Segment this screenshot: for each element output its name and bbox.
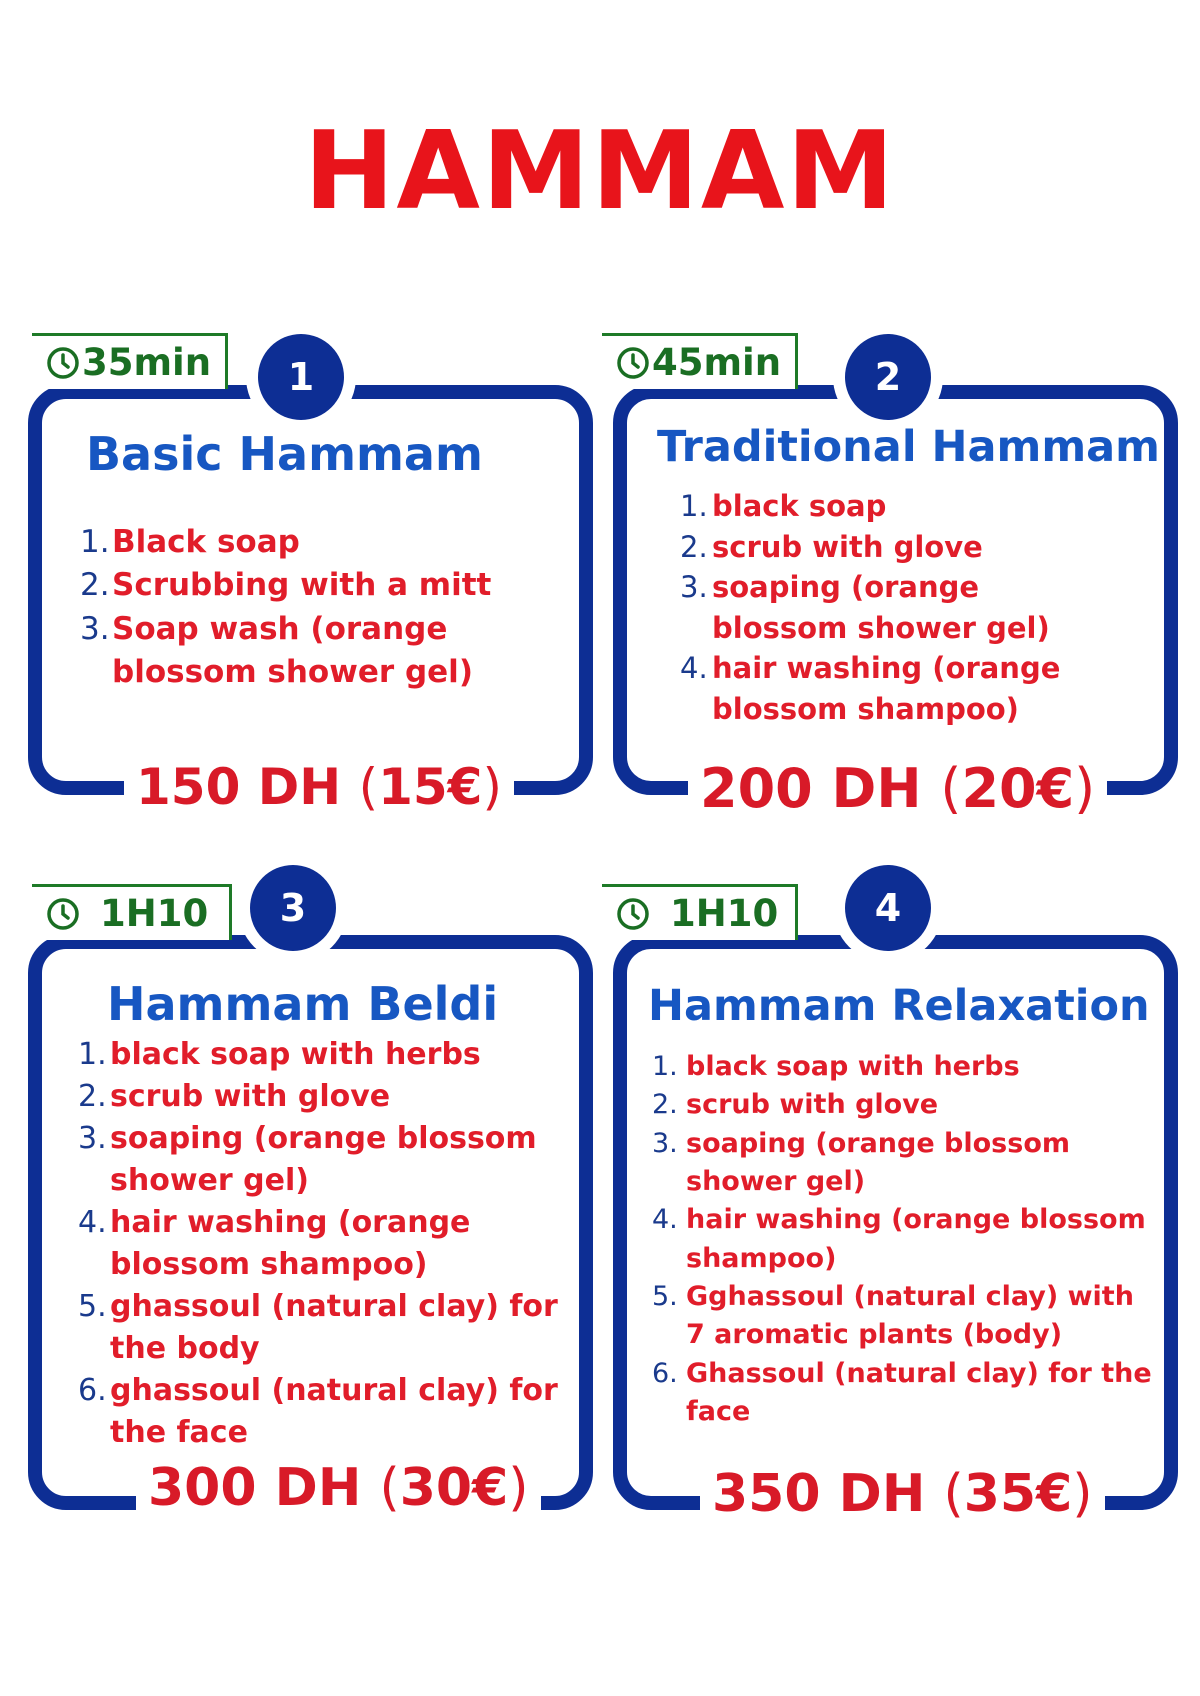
list-item: 1. black soap	[680, 489, 887, 523]
service-list	[652, 1048, 1157, 1431]
clock-icon	[46, 897, 80, 931]
list-item: 5. Gghassoul (natural clay) with 7 aromatic plants (body)	[652, 1280, 1134, 1351]
duration-text: 1H10	[100, 892, 209, 935]
clock-icon	[616, 897, 650, 931]
list-item: 2. Scrubbing with a mitt	[80, 567, 492, 604]
duration-text: 45min	[652, 341, 782, 384]
number-badge: 2	[845, 334, 931, 420]
list-item: 3. soaping (orange blossom shower gel)	[652, 1127, 1071, 1197]
duration-tag	[32, 884, 232, 940]
list-item: 1. Black soap	[80, 524, 300, 560]
list-item: 3. soaping (orange blossom shower gel)	[78, 1121, 537, 1198]
duration-tag	[32, 333, 228, 389]
card-title: Basic Hammam	[86, 427, 483, 481]
list-item: 6. ghassoul (natural clay) for the face	[78, 1373, 558, 1450]
list-item: 6. Ghassoul (natural clay) for the face	[652, 1357, 1152, 1427]
card-title: Hammam Relaxation	[648, 981, 1150, 1031]
list-item: 4. hair washing (orange blossom shampoo)	[680, 651, 1061, 726]
duration-text: 35min	[82, 341, 212, 384]
list-item: 5. ghassoul (natural clay) for the body	[78, 1289, 558, 1366]
list-item: 2. scrub with glove	[78, 1079, 391, 1114]
list-item: 1. black soap with herbs	[652, 1051, 1020, 1082]
list-item: 2. scrub with glove	[680, 529, 983, 564]
price-label: 300 DH (30€)	[136, 1462, 541, 1514]
number-badge: 1	[258, 334, 344, 420]
duration-tag	[602, 884, 798, 940]
clock-icon	[46, 346, 80, 380]
price-label: 200 DH (20€)	[688, 762, 1107, 816]
page-title: HAMMAM	[304, 109, 896, 234]
card-title: Traditional Hammam	[657, 422, 1160, 472]
list-item: 4. hair washing (orange blossom shampoo)	[78, 1205, 471, 1282]
list-item: 3. Soap wash (orange blossom shower gel)	[80, 610, 473, 691]
list-item: 2. scrub with glove	[652, 1089, 939, 1121]
card-title: Hammam Beldi	[107, 977, 499, 1031]
list-item: 4. hair washing (orange blossom shampoo)	[652, 1204, 1146, 1274]
price-label: 350 DH (35€)	[700, 1468, 1105, 1520]
number-badge: 3	[250, 865, 336, 951]
service-list	[680, 486, 1110, 730]
duration-tag	[602, 333, 798, 389]
list-item: 3. soaping (orange blossom shower gel)	[680, 570, 1050, 645]
price-label: 150 DH (15€)	[124, 762, 514, 812]
service-list	[80, 521, 570, 695]
number-badge: 4	[845, 865, 931, 951]
service-list	[78, 1034, 578, 1454]
clock-icon	[616, 346, 650, 380]
list-item: 1. black soap with herbs	[78, 1037, 481, 1072]
duration-text: 1H10	[670, 892, 779, 935]
